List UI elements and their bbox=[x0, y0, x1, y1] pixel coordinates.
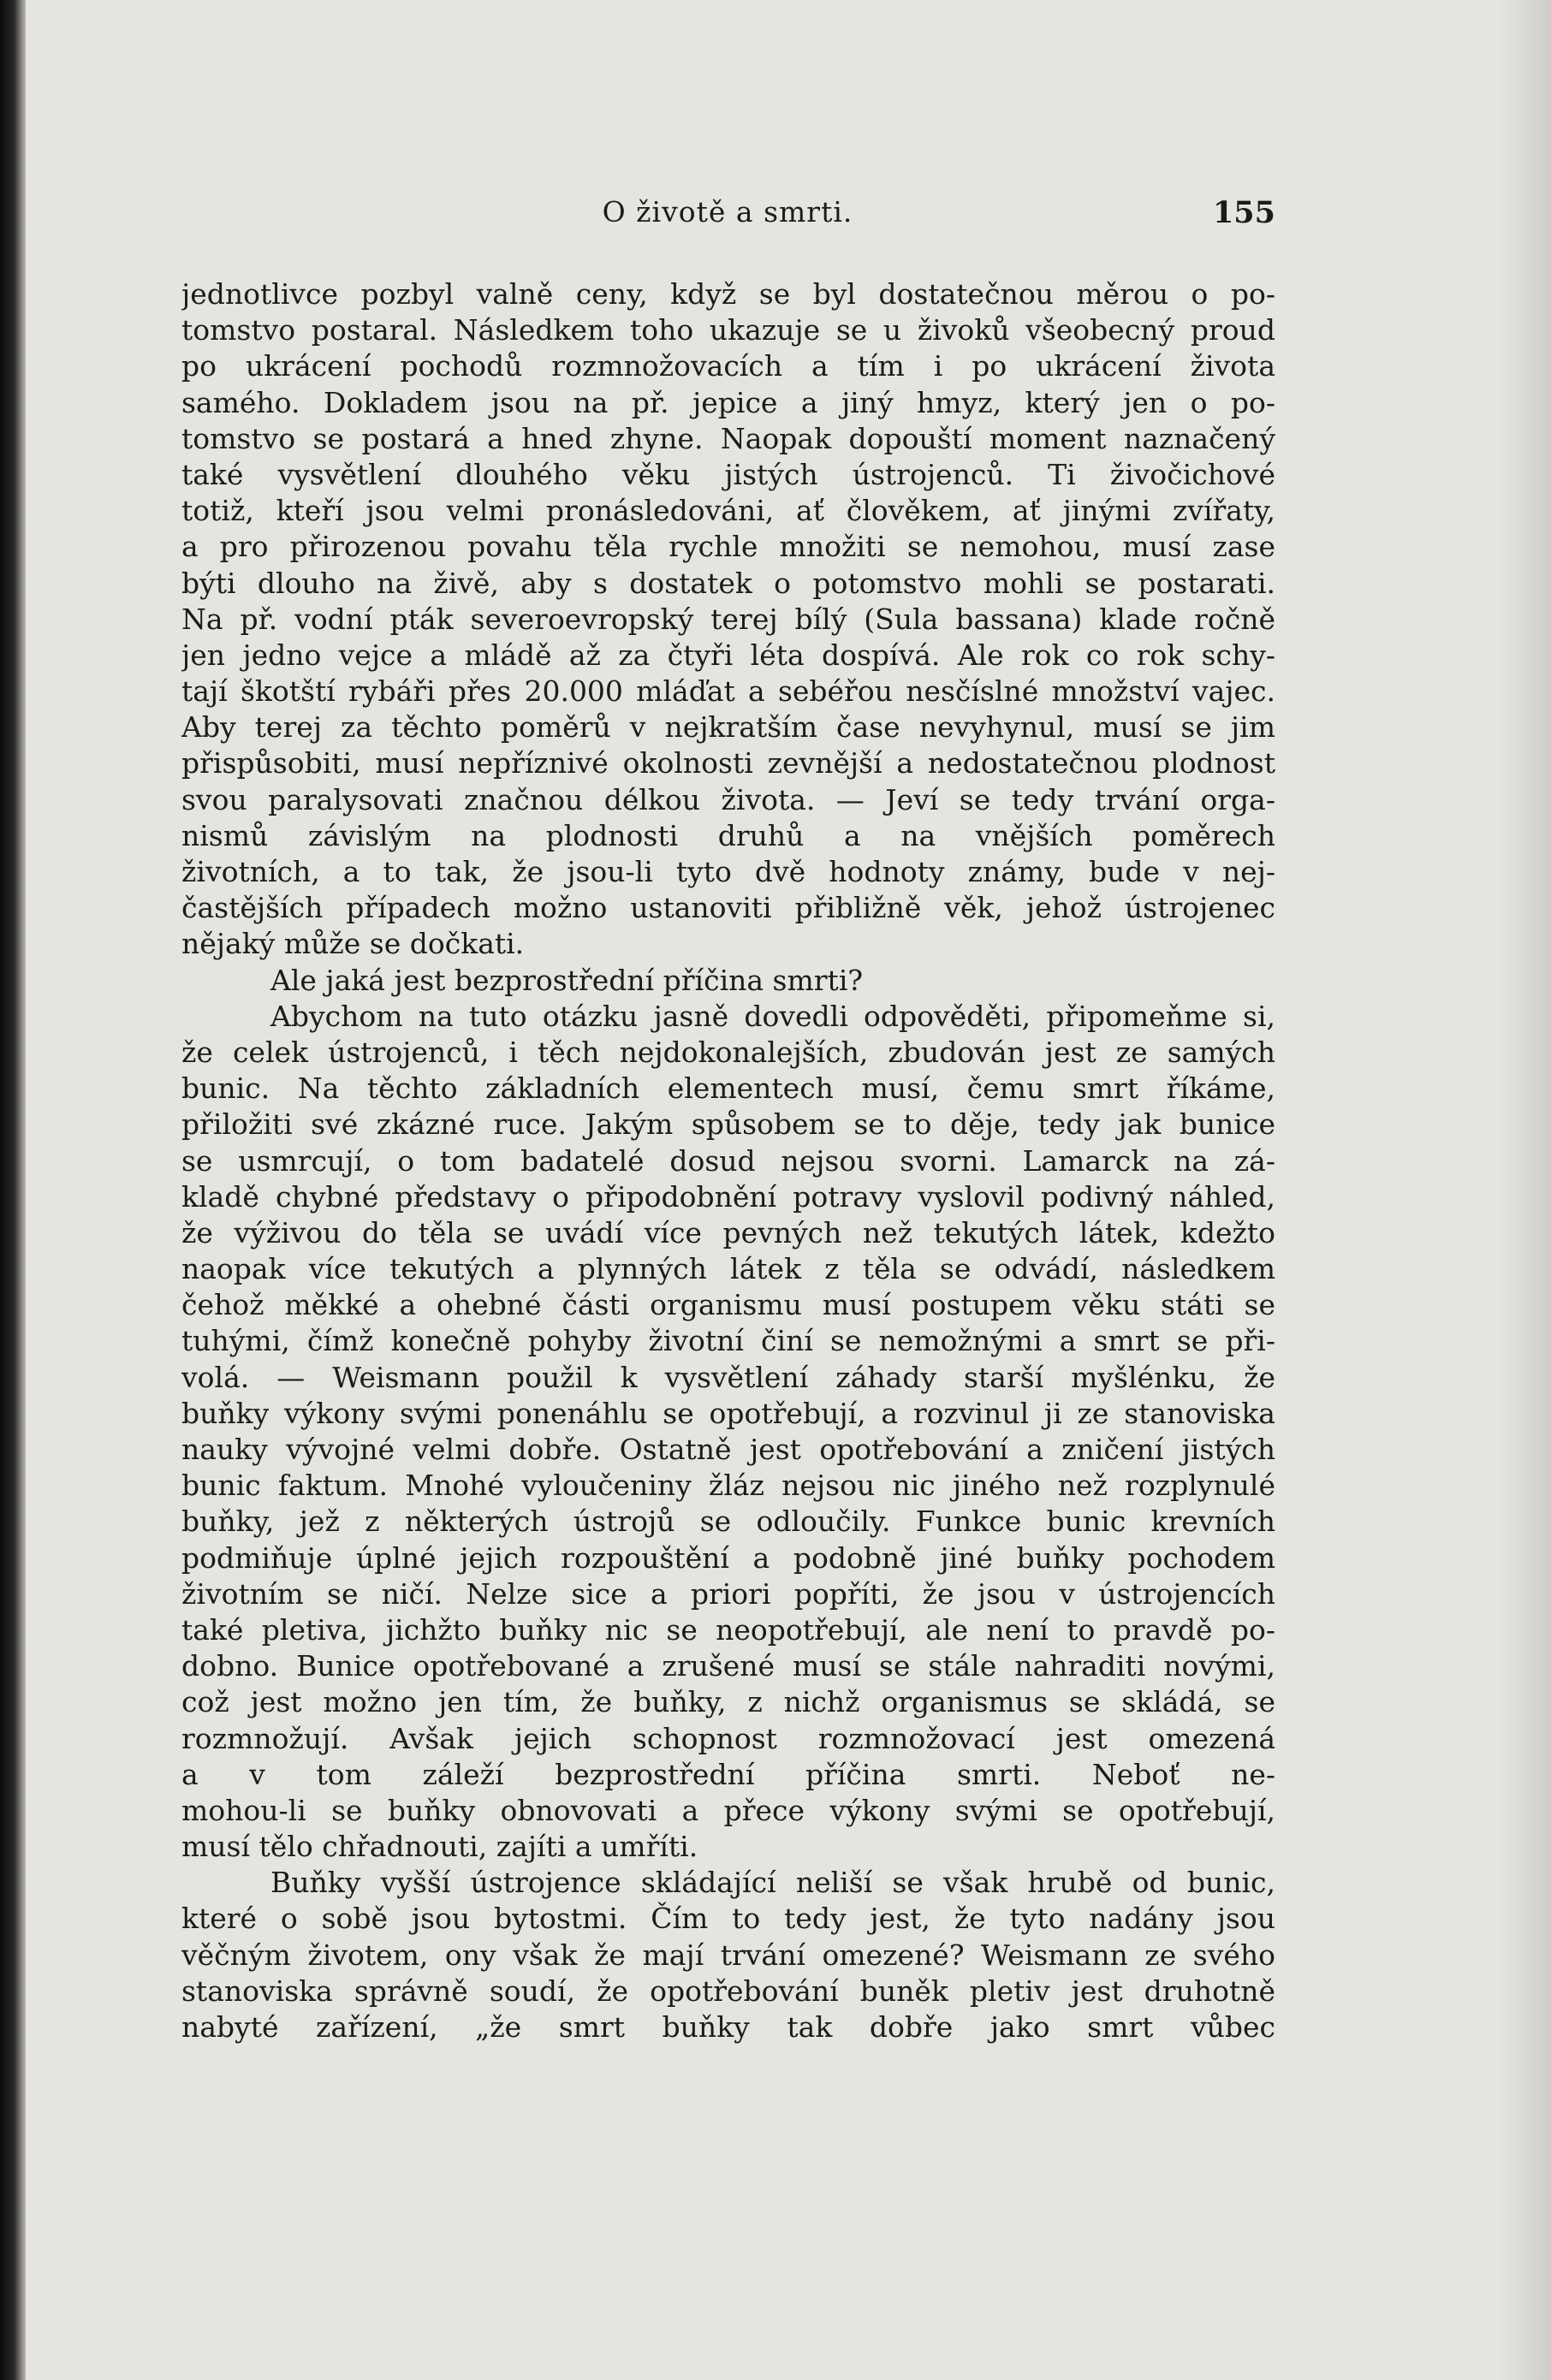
text-line: nismů závislým na plodnosti druhů a na vnějších poměrech bbox=[181, 818, 1275, 852]
text-line: musí tělo chřadnouti, zajíti a umříti. bbox=[181, 1830, 698, 1864]
text-line: tomstvo se postará a hned zhyne. Naopak dopouští moment naznačený bbox=[181, 421, 1275, 455]
text-line: kladě chybné představy o připodobnění potravy vyslovil podivný náhled, bbox=[181, 1179, 1275, 1214]
text-line: buňky, jež z některých ústrojů se odloučily. Funkce bunic krevních bbox=[181, 1505, 1275, 1539]
text-line: bunic. Na těchto základních elementech musí, čemu smrt říkáme, bbox=[181, 1071, 1275, 1106]
text-line: což jest možno jen tím, že buňky, z nichž organismus se skládá, se bbox=[181, 1685, 1275, 1719]
text-line: životním se ničí. Nelze sice a priori popříti, že jsou v ústrojencích bbox=[181, 1576, 1275, 1611]
running-head bbox=[180, 195, 1275, 246]
text-line: Na př. vodní pták severoevropský terej bílý (Sula bassana) klade ročně bbox=[181, 602, 1275, 636]
text-line: přiložiti své zkázné ruce. Jakým spůsobem se to děje, tedy jak bunice bbox=[181, 1107, 1275, 1142]
text-line: jednotlivce pozbyl valně ceny, když se byl dostatečnou měrou o po- bbox=[181, 277, 1275, 311]
text-line: tomstvo postaral. Následkem toho ukazuje se u živoků všeobecný proud bbox=[181, 313, 1275, 347]
text-line: častějších případech možno ustanoviti přibližně věk, jehož ústrojenec bbox=[181, 891, 1275, 925]
text-line: Ale jaká jest bezprostřední příčina smrti? bbox=[270, 963, 864, 997]
text-line: Buňky vyšší ústrojence skládající neliší se však hrubě od bunic, bbox=[270, 1866, 1275, 1900]
text-line: že výživou do těla se uvádí více pevných než tekutých látek, kdežto bbox=[181, 1215, 1275, 1249]
text-line: volá. — Weismann použil k vysvětlení záhady starší myšlénku, že bbox=[181, 1360, 1275, 1394]
text-line: bunic faktum. Mnohé vyloučeniny žláz nejsou nic jiného než rozplynulé bbox=[181, 1469, 1275, 1503]
text-line: jen jedno vejce a mládě až za čtyři léta dospívá. Ale rok co rok schy- bbox=[181, 638, 1275, 672]
text-line: a pro přirozenou povahu těla rychle množiti se nemohou, musí zase bbox=[181, 530, 1275, 564]
text-line: také pletiva, jichžto buňky nic se neopotřebují, ale není to pravdě po- bbox=[181, 1612, 1275, 1647]
running-title: O životě a smrti. bbox=[602, 195, 853, 229]
text-line: které o sobě jsou bytostmi. Čím to tedy jest, že tyto nadány jsou bbox=[181, 1902, 1275, 1936]
text-line: nějaký může se dočkati. bbox=[181, 927, 525, 961]
text-line: se usmrcují, o tom badatelé dosud nejsou svorni. Lamarck na zá- bbox=[181, 1143, 1275, 1178]
text-line: rozmnožují. Avšak jejich schopnost rozmnožovací jest omezená bbox=[181, 1721, 1275, 1755]
text-line: podmiňuje úplné jejich rozpouštění a podobně jiné buňky pochodem bbox=[181, 1540, 1275, 1575]
text-line: věčným životem, ony však že mají trvání omezené? Weismann ze svého bbox=[181, 1938, 1275, 1972]
text-line: stanoviska správně soudí, že opotřebování buněk pletiv jest druhotně bbox=[181, 1973, 1275, 2008]
text-line: naopak více tekutých a plynných látek z těla se odvádí, následkem bbox=[181, 1252, 1275, 1286]
body-text bbox=[181, 276, 1275, 2045]
text-line: nauky vývojné velmi dobře. Ostatně jest opotřebování a zničení jistých bbox=[181, 1433, 1275, 1466]
text-line: také vysvětlení dlouhého věku jistých ústrojenců. Ti živočichové bbox=[181, 457, 1275, 491]
text-line: nabyté zařízení, „že smrt buňky tak dobře jako smrt vůbec bbox=[181, 2010, 1275, 2044]
text-line: býti dlouho na živě, aby s dostatek o potomstvo mohli se postarati. bbox=[181, 566, 1275, 600]
text-line: přispůsobiti, musí nepříznivé okolnosti zevnější a nedostatečnou plodnost bbox=[181, 746, 1275, 780]
text-line: samého. Dokladem jsou na př. jepice a jiný hmyz, který jen o po- bbox=[181, 385, 1275, 419]
page-number: 155 bbox=[1212, 195, 1275, 230]
text-line: a v tom záleží bezprostřední příčina smrti. Neboť ne- bbox=[181, 1757, 1275, 1791]
text-line: po ukrácení pochodů rozmnožovacích a tím i po ukrácení života bbox=[181, 349, 1275, 383]
text-line: totiž, kteří jsou velmi pronásledováni, ať člověkem, ať jinými zvířaty, bbox=[181, 494, 1275, 528]
text-line: Aby terej za těchto poměrů v nejkratším čase nevyhynul, musí se jim bbox=[181, 710, 1275, 745]
text-line: dobno. Bunice opotřebované a zrušené musí se stále nahraditi novými, bbox=[181, 1649, 1275, 1683]
text-line: mohou-li se buňky obnovovati a přece výkony svými se opotřebují, bbox=[181, 1793, 1275, 1827]
text-line: Abychom na tuto otázku jasně dovedli odpověděti, připomeňme si, bbox=[270, 999, 1275, 1033]
text-line: buňky výkony svými ponenáhlu se opotřebují, a rozvinul ji ze stanoviska bbox=[181, 1396, 1275, 1430]
text-line: tají škotští rybáři přes 20.000 mláďat a sebéřou nesčíslné množství vajec. bbox=[181, 674, 1275, 709]
text-line: životních, a to tak, že jsou-li tyto dvě hodnoty známy, bude v nej- bbox=[181, 855, 1275, 888]
text-line: tuhými, čímž konečně pohyby životní činí se nemožnými a smrt se při- bbox=[181, 1324, 1275, 1358]
text-line: čehož měkké a ohebné části organismu musí postupem věku státi se bbox=[181, 1288, 1275, 1322]
text-line: svou paralysovati značnou délkou života. — Jeví se tedy trvání orga- bbox=[181, 782, 1275, 816]
text-line: že celek ústrojenců, i těch nejdokonalejších, zbudován jest ze samých bbox=[181, 1035, 1275, 1069]
